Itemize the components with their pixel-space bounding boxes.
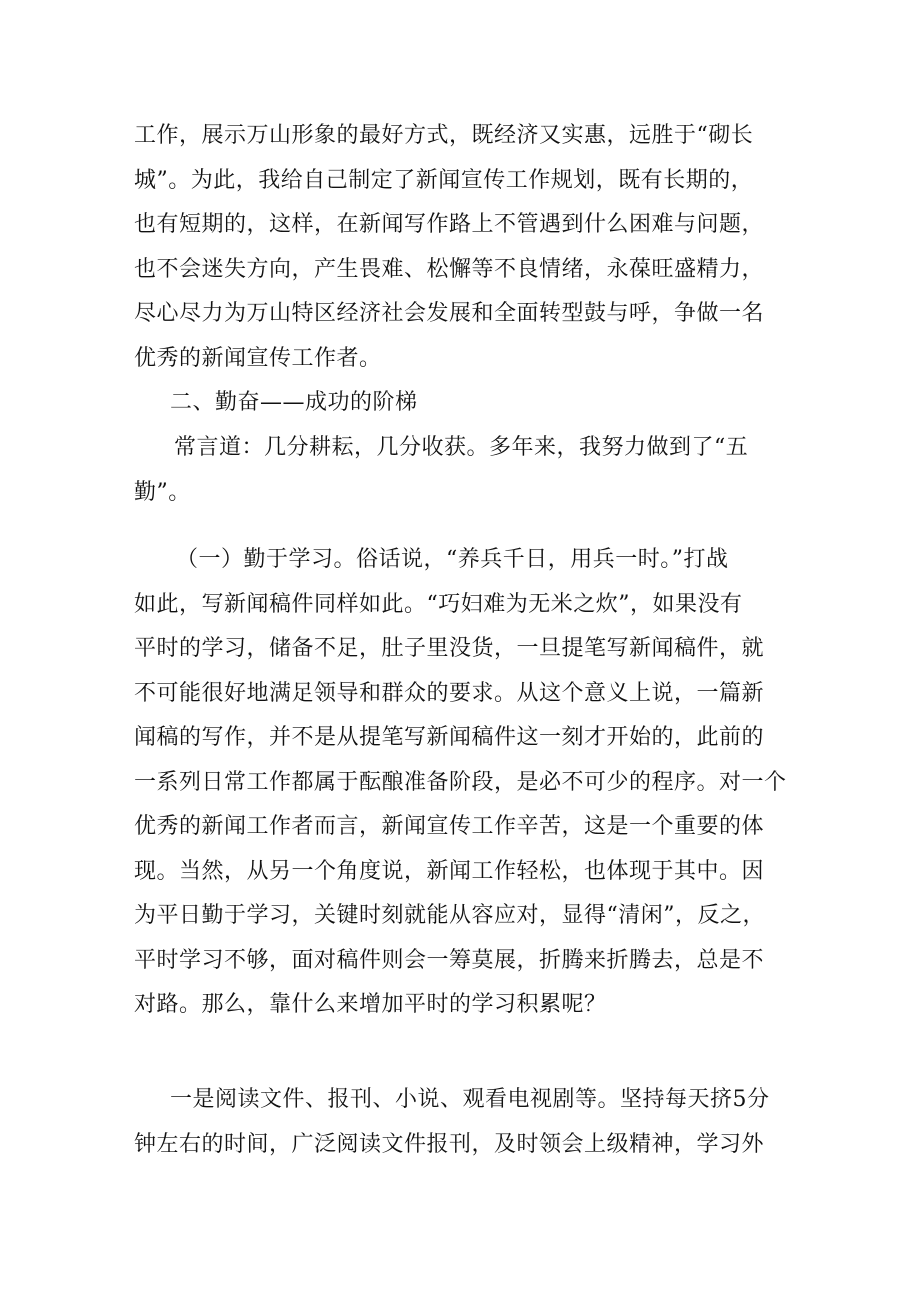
text-line: 对路。那么，靠什么来增加平时的学习积累呢？ bbox=[134, 992, 607, 1017]
section-heading bbox=[170, 381, 830, 426]
text-line: 优秀的新闻工作者而言，新闻宣传工作辛苦，这是一个重要的体 bbox=[134, 814, 765, 839]
text-line: 优秀的新闻宣传工作者。 bbox=[134, 345, 382, 371]
text-line: 现。当然，从另一个角度说，新闻工作轻松，也体现于其中。因 bbox=[134, 858, 765, 884]
text-line: 尽心尽力为万山特区经济社会发展和全面转型鼓与呼，争做一名 bbox=[134, 301, 765, 326]
text-line: 城”。为此，我给自己制定了新闻宣传工作规划，既有长期的， bbox=[134, 167, 754, 193]
text-line: 平时的学习，储备不足，肚子里没货，一旦提笔写新闻稿件，就 bbox=[134, 636, 765, 661]
text-line: 常言道：几分耕耘，几分收获。多年来，我努力做到了“五 bbox=[174, 435, 749, 460]
paragraph-news-planning bbox=[134, 114, 794, 381]
paragraph-reading bbox=[134, 1078, 794, 1167]
paragraph-five-diligences bbox=[134, 426, 794, 515]
text-line: 闻稿的写作，并不是从提笔写新闻稿件这一刻才开始的，此前的 bbox=[134, 725, 765, 750]
text-line: 为平日勤于学习，关键时刻就能从容应对，显得“清闲”，反之， bbox=[134, 903, 765, 928]
text-line: （一）勤于学习。俗话说，“养兵千日，用兵一时。”打战 bbox=[176, 547, 729, 572]
heading-text: 二、勤奋——成功的阶梯 bbox=[170, 390, 418, 415]
text-line: 也不会迷失方向，产生畏难、松懈等不良情绪，永葆旺盛精力， bbox=[134, 256, 765, 282]
text-line: 钟左右的时间，广泛阅读文件报刊，及时领会上级精神，学习外 bbox=[134, 1131, 765, 1157]
text-line: 一系列日常工作都属于酝酿准备阶段，是必不可少的程序。对一个 bbox=[134, 769, 787, 795]
text-line: 如此，写新闻稿件同样如此。“巧妇难为无米之炊”，如果没有 bbox=[134, 591, 743, 617]
text-line: 不可能很好地满足领导和群众的要求。从这个意义上说，一篇新 bbox=[134, 680, 765, 706]
text-line: 也有短期的，这样，在新闻写作路上不管遇到什么困难与问题， bbox=[134, 212, 765, 237]
text-line: 勤”。 bbox=[134, 479, 191, 505]
text-line: 平时学习不够，面对稿件则会一筹莫展，折腾来折腾去，总是不 bbox=[134, 947, 765, 973]
paragraph-diligent-study bbox=[134, 538, 794, 1028]
text-line: 一是阅读文件、报刊、小说、观看电视剧等。坚持每天挤5分 bbox=[170, 1087, 770, 1112]
text-line: 工作，展示万山形象的最好方式，既经济又实惠，远胜于“砌长 bbox=[134, 123, 754, 148]
